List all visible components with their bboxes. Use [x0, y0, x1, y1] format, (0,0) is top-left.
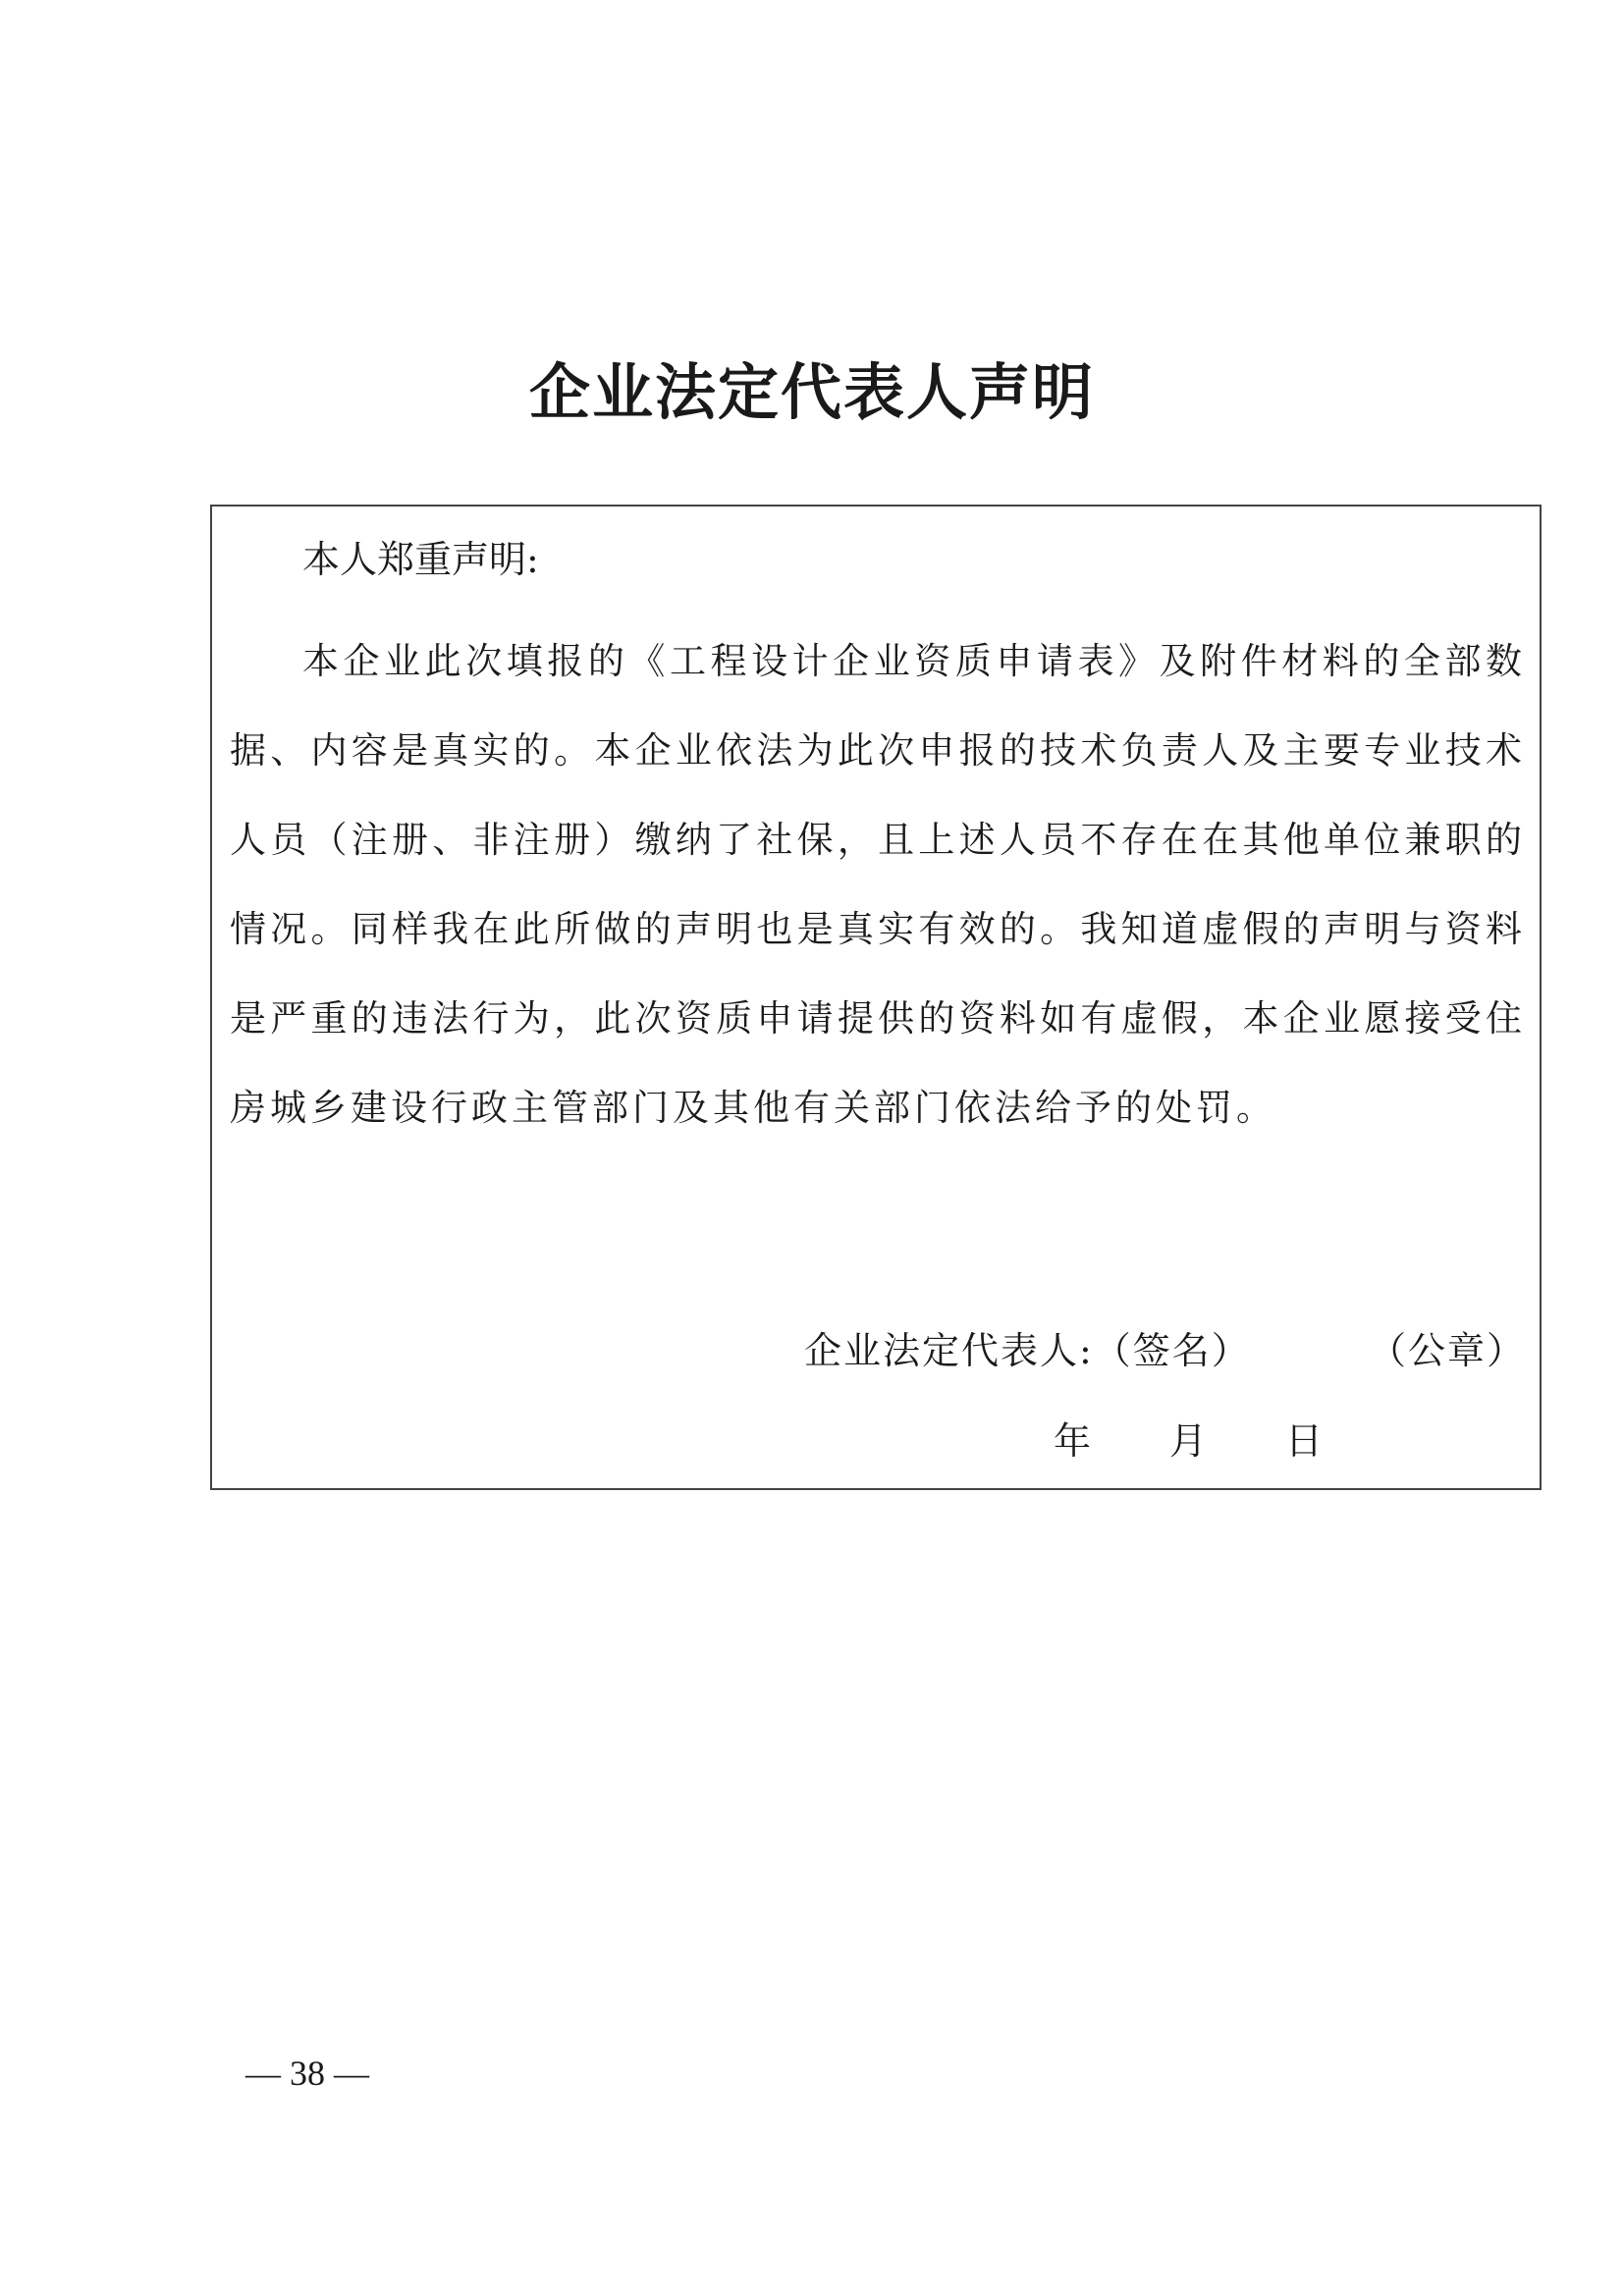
date-day-label: 日: [1285, 1419, 1324, 1463]
date-month-label: 月: [1169, 1419, 1208, 1463]
date-year-label: 年: [1054, 1419, 1092, 1463]
page-number: — 38 —: [245, 2054, 369, 2093]
declaration-body: 本企业此次填报的《工程设计企业资质申请表》及附件材料的全部数据、内容是真实的。本企业依法为此次申报的技术负责人及主要专业技术人员（注册、非注册）缴纳了社保，且上述人员不存在在其他单位兼职的情况。同样我在此所做的声明也是真实有效的。我知道虚假的声明与资料是严重的违法行为，此次资质申请提供的资料如有虚假，本企业愿接受住房城乡建设行政主管部门及其他有关部门依法给予的处罚。: [230, 640, 1526, 1129]
signature-label: 企业法定代表人:（签名）: [804, 1329, 1251, 1372]
page-title: 企业法定代表人声明: [528, 355, 1095, 428]
declaration-box: [210, 505, 1542, 1490]
declaration-salutation: 本人郑重声明:: [302, 538, 539, 581]
seal-label: （公章）: [1369, 1329, 1527, 1372]
